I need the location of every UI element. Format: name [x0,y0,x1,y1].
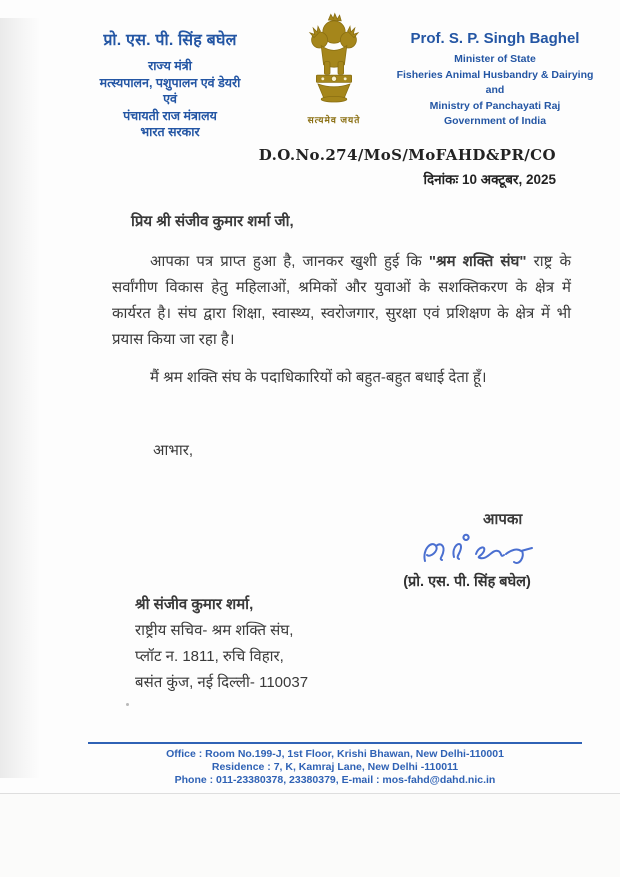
govt-of-india-english: Government of India [443,115,547,127]
scan-bottom-area [0,794,620,877]
paragraph-1-bold-phrase: "श्रम शक्ति संघ" [428,253,527,270]
scan-edge-shadow [0,18,40,778]
paragraph-1-continuation: राष्ट्र के सर्वांगीण विकास हेतु महिलाओं, श्रमिकों और युवाओं के सशक्तिकरण के क्षेत्र में कार्यरत है। संघ द्वारा शिक्षा, स्वास्थ्य, स्वरोजगार, सुरक्षा एवं प्रशिक्षण के क्षेत्र में भी प्रयास किया जा रहा है। [112,253,571,348]
closing-word: आपका [483,511,523,528]
ministry-hindi-and: एवं [163,92,177,106]
emblem-motto: सत्यमेव जयते [307,115,361,125]
paragraph-1-text: आपका पत्र प्राप्त हुआ है, जानकर खुशी हुई कि [150,253,429,270]
reference-number: D.O.No.274/MoS/MoFAHD&PR/CO [258,146,556,164]
ministry-english-line1: Fisheries Animal Husbandry & Dairying [396,68,594,81]
scan-speck [126,703,129,706]
letterhead-english [393,30,597,130]
letterhead-hindi [68,28,272,141]
govt-of-india-hindi: भारत सरकार [140,125,200,139]
recipient-street: प्लॉट न. 1811, रुचि विहार, [135,648,284,665]
recipient-address [135,592,308,696]
paragraph-2: मैं श्रम शक्ति संघ के पदाधिकारियों को बहुत-बहुत बधाई देता हूँ। [150,369,487,386]
paragraph-1 [112,249,571,353]
recipient-name: श्री संजीव कुमार शर्मा, [135,596,254,613]
minister-title-english: Minister of State [454,53,536,65]
footer [88,742,582,787]
ministry-english-line2: Ministry of Panchayati Raj [429,99,561,112]
footer-divider [88,742,582,744]
salutation: प्रिय श्री संजीव कुमार शर्मा जी, [131,213,294,230]
thanks-line: आभार, [153,442,194,459]
national-emblem [295,8,373,126]
recipient-city: बसंत कुंज, नई दिल्ली- 110037 [135,674,309,691]
signatory-name: (प्रो. एस. पी. सिंह बघेल) [403,574,531,590]
footer-office-line: Office : Room No.199-J, 1st Floor, Krishi Bhawan, New Delhi-110001 [166,748,504,760]
ashoka-lion-capital-icon [298,8,370,112]
minister-name-english: Prof. S. P. Singh Baghel [410,30,580,47]
letter-date: दिनांकः 10 अक्टूबर, 2025 [423,172,556,187]
recipient-designation: राष्ट्रीय सचिव- श्रम शक्ति संघ, [135,622,294,639]
ministry-english-and: and [485,84,505,96]
ministry-hindi-line2: पंचायती राज मंत्रालय [123,108,217,123]
footer-residence-line: Residence : 7, K, Kamraj Lane, New Delhi -110011 [211,761,459,773]
handwritten-signature [418,531,540,575]
minister-name-hindi: प्रो. एस. पी. सिंह बघेल [103,32,237,49]
footer-phone-email-line: Phone : 011-23380378, 23380379, E-mail : mos-fahd@dahd.nic.in [174,774,496,786]
minister-title-hindi: राज्य मंत्री [148,59,192,73]
reference-block [259,146,556,188]
ministry-hindi-line1: मत्स्यपालन, पशुपालन एवं डेयरी [99,75,241,90]
